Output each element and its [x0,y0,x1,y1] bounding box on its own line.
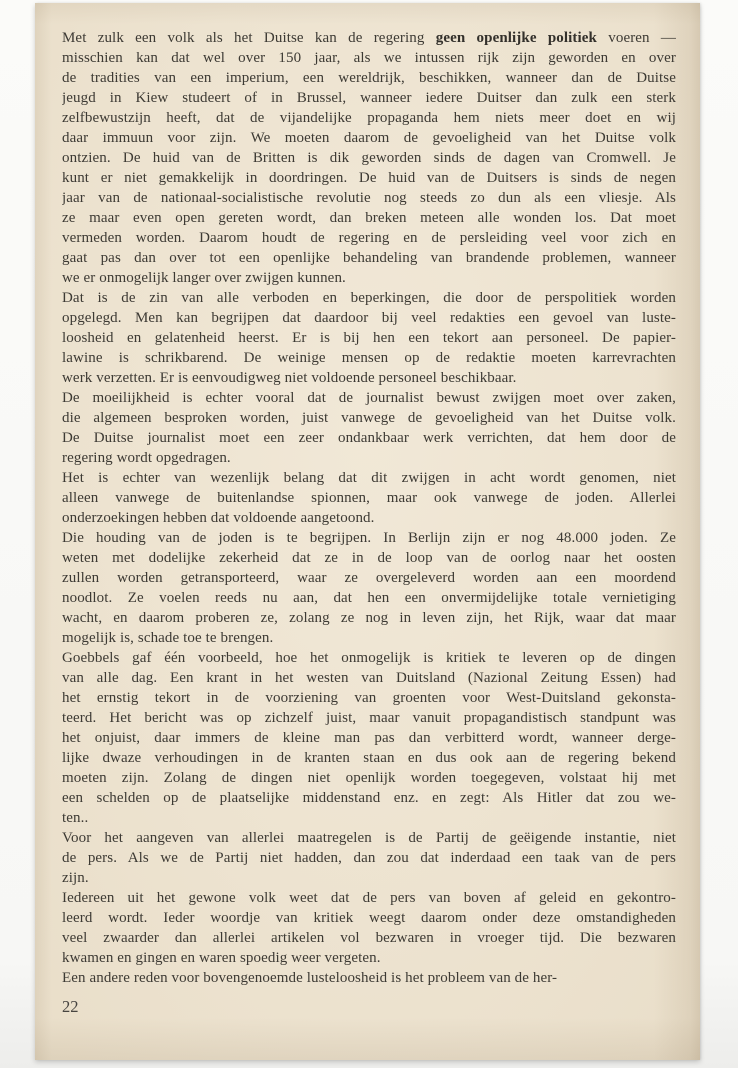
text-line: van alle dag. Een krant in het westen van Duitsland (Nazional Zeitung Essen) had [62,670,676,686]
text-line: ten.. [62,810,89,826]
text-line: Voor het aangeven van allerlei maatregelen is de Partij de geëigende instantie, niet [62,830,676,846]
bold-phrase: geen openlijke politiek [435,30,597,46]
text-line: Iedereen uit het gewone volk weet dat de pers van boven af geleid en gekontro- [62,890,676,906]
text-line: een schelden op de plaatselijke middenstand enz. en zegt: Als Hitler dat zou we- [62,790,676,806]
text-line: teerd. Het bericht was op zichzelf juist, maar vanuit propagandistisch standpunt was [62,710,676,726]
text-line: jeugd in Kiew studeert of in Brussel, wanneer iedere Duitser dan zulk een sterk [62,90,676,106]
text-line: Het is echter van wezenlijk belang dat dit zwijgen in acht wordt genomen, niet [62,470,676,486]
text-line: leerd wordt. Ieder woordje van kritiek weegt daarom onder deze omstandigheden [62,910,676,926]
text-line: mogelijk is, schade toe te brengen. [62,630,274,646]
text-line: werk verzetten. Er is eenvoudigweg niet voldoende personeel beschikbaar. [62,370,517,386]
text-line: Goebbels gaf één voorbeeld, hoe het onmogelijk is kritiek te leveren op de dingen [62,650,676,666]
text-line: vermeden worden. Daarom houdt de regering en de persleiding veel voor zich en [62,230,676,246]
paragraph [62,888,676,968]
text-line: het ernstig tekort in de voorziening van groenten voor West-Duitsland gekonsta- [62,690,676,706]
text-line: Een andere reden voor bovengenoemde lusteloosheid is het probleem van de her- [62,970,558,986]
text-line: het onjuist, daar immers de kleine man pas dan verbitterd wordt, wanneer derge- [62,730,676,746]
paragraph [62,968,676,988]
text-line: daar immuun voor zijn. We moeten daarom de gevoeligheid van het Duitse volk [62,130,676,146]
text-line: zelfbewustzijn heeft, dat de vijandelijke propaganda hem niets meer doet en wij [62,110,676,126]
paragraph [62,648,676,828]
page-number: 22 [62,997,79,1016]
paragraph [62,468,676,528]
text-line: De moeilijkheid is echter vooral dat de journalist bewust zwijgen moet over zaken, [62,390,676,406]
text-block [62,28,676,988]
text-line: misschien kan dat wel over 150 jaar, als we intussen rijk zijn geworden en over [62,50,676,66]
text-line: Met zulk een volk als het Duitse kan de regering geen openlijke politiek voeren — [62,30,676,46]
text-line: moeten zijn. Zolang de dingen niet openlijk worden toegegeven, volstaat hij met [62,770,676,786]
book-page [35,3,700,1060]
text-line: wacht, en daarom proberen ze, zolang ze nog in leven zijn, het Rijk, waar dat maar [62,610,676,626]
text-line: regering wordt opgedragen. [62,450,231,466]
text-line: noodlot. Ze voelen reeds nu aan, dat hen een onvermijdelijke totale vernietiging [62,590,676,606]
text-line: weten met dodelijke zekerheid dat ze in de loop van de oorlog naar het oosten [62,550,676,566]
paragraph [62,288,676,388]
text-line: Dat is de zin van alle verboden en beperkingen, die door de perspolitiek worden [62,290,676,306]
text-line: veel zwaarder dan allerlei artikelen vol bezwaren in vroeger tijd. Die bezwaren [62,930,676,946]
text-line: lijke dwaze verhoudingen in de kranten staan en dus ook aan de regering bekend [62,750,676,766]
text-line: we er onmogelijk langer over zwijgen kunnen. [62,270,346,286]
text-line: onderzoekingen hebben dat voldoende aangetoond. [62,510,375,526]
paragraph [62,28,676,288]
text-line: zijn. [62,870,89,886]
text-line: de tradities van een imperium, een wereldrijk, beschikken, wanneer dan de Duitse [62,70,676,86]
text-line: ontzien. De huid van de Britten is dik geworden sinds de dagen van Cromwell. Je [62,150,676,166]
text-line: gaat pas dan over tot een openlijke behandeling van brandende problemen, wanneer [62,250,676,266]
text-line: De Duitse journalist moet een zeer ondankbaar werk verrichten, dat hem door de [62,430,676,446]
paragraph [62,828,676,888]
text-line: die algemeen besproken worden, juist vanwege de gevoeligheid van het Duitse volk. [62,410,676,426]
text-line: Die houding van de joden is te begrijpen. In Berlijn zijn er nog 48.000 joden. Ze [62,530,676,546]
text-line: jaar van de nationaal-socialistische revolutie nog steeds zo dun als een vliesje. Als [62,190,676,206]
text-line: opgelegd. Men kan begrijpen dat daardoor bij veel redakties een gevoel van luste- [62,310,676,326]
text-line: de pers. Als we de Partij niet hadden, dan zou dat inderdaad een taak van de pers [62,850,676,866]
text-line: lawine is schrikbarend. De weinige mensen op de redaktie moeten karrevrachten [62,350,676,366]
text-line: kwamen en gingen en waren spoedig weer vergeten. [62,950,381,966]
text-line: ze maar even open gereten wordt, dan breken meteen alle wonden los. Dat moet [62,210,676,226]
text-line: alleen vanwege de buitenlandse spionnen, maar ook vanwege de joden. Allerlei [62,490,676,506]
paragraph [62,528,676,648]
text-line: loosheid en gelatenheid heerst. Er is bij hen een tekort aan personeel. De papier- [62,330,676,346]
text-line: kunt er niet gemakkelijk in doordringen. De huid van de Duitsers is sinds de negen [62,170,676,186]
text-line: zullen worden getransporteerd, waar ze overgeleverd worden aan een moordend [62,570,676,586]
paragraph [62,388,676,468]
